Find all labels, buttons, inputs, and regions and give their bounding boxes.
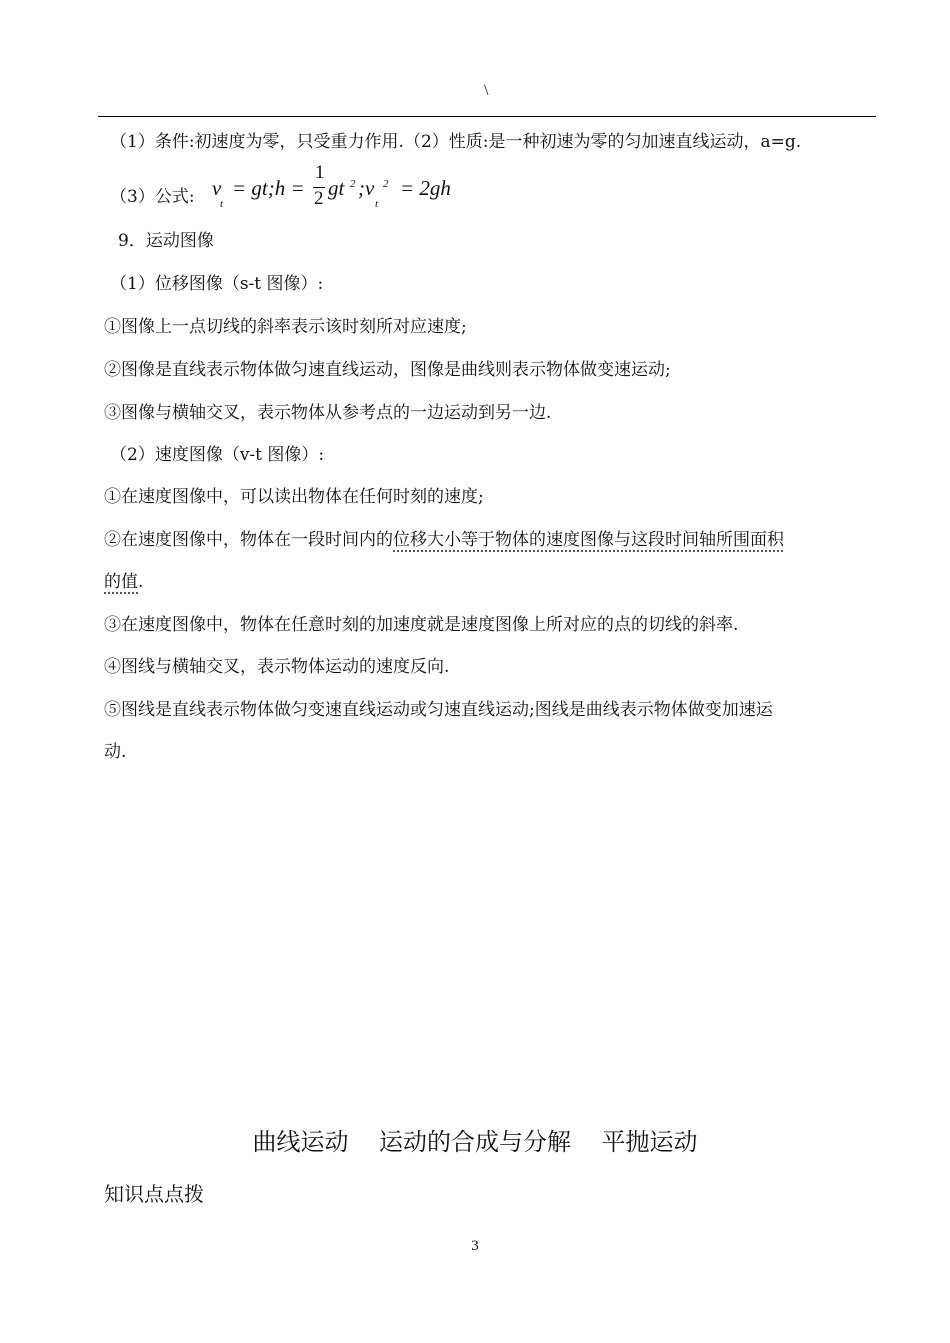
st-point-1: ①图像上一点切线的斜率表示该时刻所对应速度; [104, 317, 467, 337]
free-fall-formula-row [110, 162, 710, 228]
formula-eq1: = gt;h = [232, 176, 305, 200]
vt-point-2-underlined-end: 的值 [104, 572, 138, 592]
st-graph-title: （1）位移图像（s-t 图像）: [110, 274, 324, 294]
section-subheading: 知识点点拨 [104, 1182, 204, 1206]
formula-semi-v: ;v [358, 176, 375, 200]
formula-eq2: = 2gh [400, 176, 451, 200]
item-9-heading: 9．运动图像 [118, 231, 214, 251]
formula-subscript-t1: t [220, 198, 224, 210]
vt-point-2-line2 [104, 572, 143, 592]
formula-square2: 2 [383, 178, 389, 190]
vt-point-1: ①在速度图像中，可以读出物体在任何时刻的速度; [104, 487, 484, 507]
vt-point-3: ③在速度图像中，物体在任意时刻的加速度就是速度图像上所对应的点的切线的斜率. [104, 615, 739, 635]
formula-subscript-t2: t [375, 198, 379, 210]
vt-point-5-line2: 动. [104, 742, 127, 762]
vt-point-2-period: . [138, 572, 144, 592]
formula-square1: 2 [350, 178, 356, 190]
formula-fraction-denominator: 2 [314, 188, 324, 209]
vt-graph-title: （2）速度图像（v-t 图像）: [110, 445, 325, 465]
vt-point-2-line1 [104, 530, 784, 550]
st-point-2: ②图像是直线表示物体做匀速直线运动，图像是曲线则表示物体做变速运动; [104, 360, 671, 380]
section-title: 曲线运动 运动的合成与分解 平抛运动 [252, 1128, 698, 1156]
formula-fraction-numerator: 1 [315, 162, 325, 183]
vt-point-2-prefix: ②在速度图像中，物体在一段时间内的 [104, 530, 393, 550]
st-point-3: ③图像与横轴交叉，表示物体从参考点的一边运动到另一边. [104, 403, 552, 423]
free-fall-conditions: （1）条件:初速度为零，只受重力作用.（2）性质:是一种初速为零的匀加速直线运动，a=g. [110, 132, 802, 152]
vt-point-2-underlined: 位移大小等于物体的速度图像与这段时间轴所围面积 [393, 530, 784, 550]
page-number: 3 [471, 1238, 479, 1254]
header-rule [98, 116, 876, 117]
vt-point-4: ④图线与横轴交叉，表示物体运动的速度反向. [104, 657, 450, 677]
vt-point-5-line1: ⑤图线是直线表示物体做匀变速直线运动或匀速直线运动;图线是曲线表示物体做变加速运 [104, 700, 773, 720]
formula-label: （3）公式: [110, 187, 195, 207]
header-mark: \ [484, 82, 489, 99]
formula-gt: gt [328, 176, 345, 200]
formula-v1: v [212, 176, 222, 200]
